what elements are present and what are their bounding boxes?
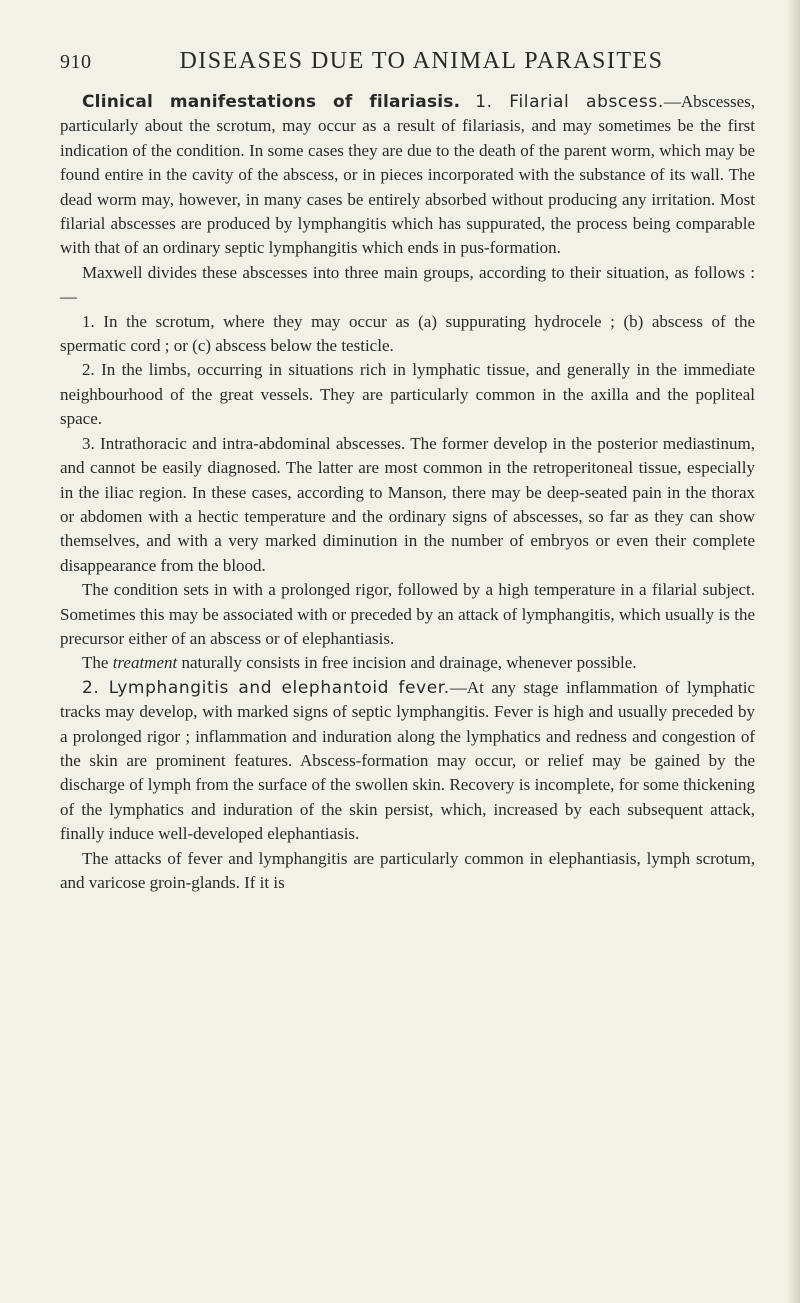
section-heading: Clinical manifestations of filariasis.	[82, 92, 461, 112]
subheading-filarial-abscess: 1. Filarial abscess.	[475, 92, 664, 112]
paragraph-maxwell: Maxwell divides these abscesses into three main groups, according to their situation, as follows :—	[60, 262, 755, 307]
paragraph-filarial-abscess	[60, 90, 755, 261]
book-page	[60, 48, 755, 895]
treatment-italic: treatment	[112, 653, 178, 673]
running-head	[60, 48, 755, 88]
paragraph-scrotum: 1. In the scrotum, where they may occur as (a) suppurating hydrocele ; (b) abscess of the spermatic cord ; or (c) abscess below the testicle.	[60, 311, 755, 356]
paragraph-intrathoracic: 3. Intrathoracic and intra-abdominal abscesses. The former develop in the posterior mediastinum, and cannot be easily diagnosed. The latter are most common in the retroperitoneal tissue, especially in the iliac region. In these cases, according to Manson, there may be deep-seated pain in the thorax or abdomen with a hectic temperature and the ordinary signs of abscesses, so far as they can show themselves, and with a very marked diminution in the number of embryos or even their complete disappearance from the blood.	[60, 433, 755, 575]
treatment-lead: The	[82, 653, 113, 673]
paragraph-lymphangitis	[60, 676, 755, 847]
paragraph-text: —At any stage inflammation of lymphatic tracks may develop, with marked signs of septic lymphangitis. Fever is high and usually preceded by a prolonged rigor ; inflammation and induration along the lymphatics and redness and congestion of the skin are prominent features. Abscess-formation may occur, or relief may be gained by the discharge of lymph from the surface of the swollen skin. Recovery is incomplete, for some thickening of the lymphatics and induration of the skin persist, which, increased by each subsequent attack, finally induce well-developed elephantiasis.	[60, 677, 755, 844]
paragraph-text: —Abscesses, particularly about the scrotum, may occur as a result of filariasis, and may sometimes be the first indication of the condition. In some cases they are due to the death of the parent worm, which may be found entire in the cavity of the abscess, or in pieces incorporated with the substance of its wall. The dead worm may, however, in many cases be entirely absorbed without producing any irritation. Most filarial abscesses are produced by lymphangitis which has suppurated, the process being comparable with that of an ordinary septic lymphangitis which ends in pus-formation.	[60, 92, 755, 258]
body-text	[60, 90, 755, 895]
subheading-lymphangitis: 2. Lymphangitis and elephantoid fever.	[82, 677, 450, 698]
paragraph-treatment	[60, 651, 755, 675]
paragraph-condition: The condition sets in with a prolonged rigor, followed by a high temperature in a filarial subject. Sometimes this may be associated with or preceded by an attack of lymphangitis, which usually is the precursor either of an abscess or of elephantiasis.	[60, 580, 755, 648]
treatment-rest: naturally consists in free incision and drainage, whenever possible.	[177, 653, 637, 673]
page-number: 910	[60, 51, 92, 73]
paragraph-limbs: 2. In the limbs, occurring in situations rich in lymphatic tissue, and generally in the immediate neighbourhood of the great vessels. They are particularly common in the axilla and the popliteal space.	[60, 360, 755, 429]
paragraph-attacks: The attacks of fever and lymphangitis are particularly common in elephantiasis, lymph scrotum, and varicose groin-glands. If it is	[60, 848, 755, 892]
page-edge-shadow	[786, 0, 800, 1303]
running-title: DISEASES DUE TO ANIMAL PARASITES	[179, 48, 664, 74]
